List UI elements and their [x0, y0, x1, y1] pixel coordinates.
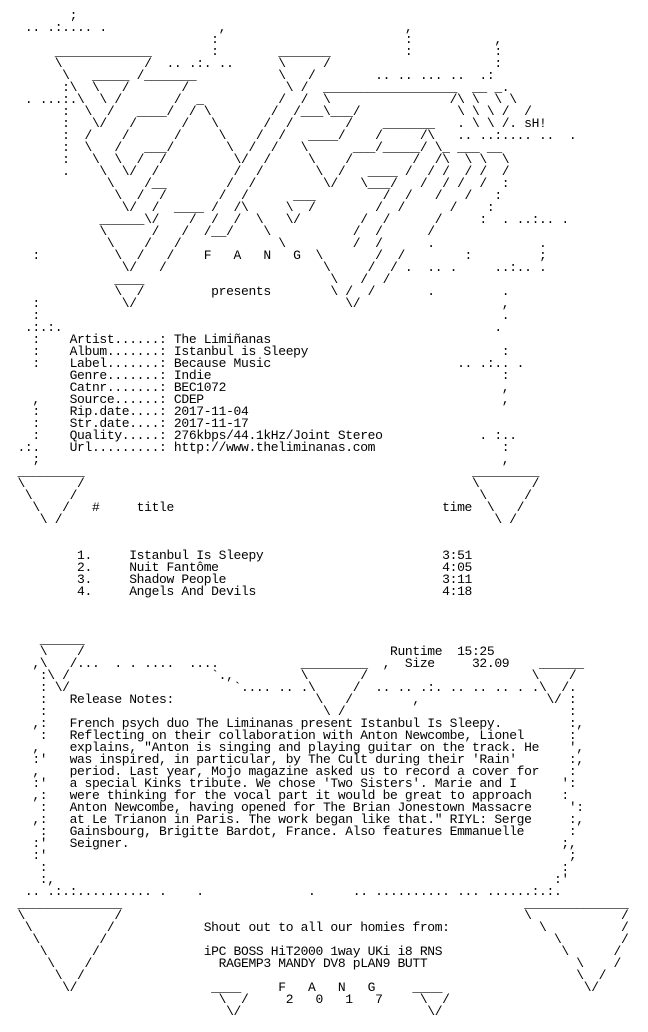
- nfo-line: _____________ : _______ : :: [10, 44, 502, 59]
- nfo-line: : Quality.....: 276kbps/44.1kHz/Joint Stereo . :..: [10, 428, 517, 443]
- nfo-line: \ / \ /: [10, 512, 517, 527]
- nfo-line: :\ / `., \ / \ /: [10, 668, 577, 683]
- nfo-line: : \ \ / / \/ / \ / / /\ \ \ \: [10, 152, 510, 167]
- nfo-line: : Release Notes: \ / , \/ :: [10, 692, 577, 707]
- nfo-line: \ / Shout out to all our homies from: \ /: [10, 920, 629, 935]
- nfo-line: : \/ / / \ / / / _______ . \ \ /. sH!: [10, 116, 547, 131]
- nfo-line: \ / iPC BOSS HiT2000 1way UKi i8 RNS \ /: [10, 944, 622, 959]
- nfo-line: [10, 610, 628, 622]
- nfo-line: \ / .. .:. .. \ / :: [10, 56, 502, 71]
- nfo-line: :' ;: [10, 848, 577, 863]
- nfo-line: ; ,: [10, 452, 510, 467]
- nfo-line: \/ \/: [10, 1004, 443, 1019]
- nfo-line: \ / / \ / / . .: [10, 236, 547, 251]
- nfo-line: 1. Istanbul Is Sleepy 3:51: [10, 548, 472, 563]
- nfo-line: : :: [10, 860, 569, 875]
- nfo-line: Genre.......: Indie :: [10, 368, 510, 383]
- nfo-line: \ / \ /: [10, 908, 629, 923]
- nfo-line: \ / \ /: [10, 968, 607, 983]
- nfo-line: , explains, "Anton is singing and playing guitar on the track. He ',: [10, 740, 584, 755]
- nfo-line: :\ \ / / \ / __________________ __ _.: [10, 80, 510, 95]
- nfo-line: :' Seigner. ;,: [10, 836, 577, 851]
- nfo-line: \/ ____ F A N G ____ \/: [10, 980, 599, 995]
- nfo-line: \ / \ /: [10, 932, 629, 947]
- nfo-line: : Artist......: The Limiñanas: [10, 332, 271, 347]
- nfo-line: : / / / \ / / ____/ / /\ .. ..:.... .. .: [10, 128, 577, 143]
- nfo-line: : Reflecting on their collaboration with Anton Newcombe, Lionel :: [10, 728, 577, 743]
- nfo-line: :' a special Kinks tribute. We chose 'Two Sisters'. Marie and I ':: [10, 776, 577, 791]
- nfo-line: : Album.......: Istanbul is Sleepy :: [10, 344, 510, 359]
- nfo-line: \ / RAGEMP3 MANDY DV8 pLAN9 BUTT \ /: [10, 956, 622, 971]
- nfo-line: . \ \/ / / / \ / ____ / / / / / /: [10, 164, 510, 179]
- nfo-line: \ / / /__/ \ / / /: [10, 224, 435, 239]
- nfo-line: \ /__ / / \/ \___/ / / / / :: [10, 176, 510, 191]
- nfo-line: :, :': [10, 872, 569, 887]
- nfo-line: \ _____ /_______ \ / .. .. ... .. .:: [10, 68, 495, 83]
- nfo-line: 4. Angels And Devils 4:18: [10, 584, 472, 599]
- nfo-line: 2. Nuit Fantôme 4:05: [10, 560, 472, 575]
- nfo-line: 3. Shadow People 3:11: [10, 572, 472, 587]
- nfo-line: .. .:.:.......... . . . .. .......... ... ......:.:.: [10, 884, 562, 899]
- nfo-line: , period. Last year, Mojo magazine asked us to record a cover for :: [10, 764, 577, 779]
- nfo-line: ,\ /... . . .... .... _________ , Size 32.09 ______: [10, 656, 584, 671]
- nfo-line: \ / 2 0 1 7 \ /: [10, 992, 450, 1007]
- nfo-line: ______________ ______________: [10, 896, 629, 911]
- nfo-line: \ / Runtime 15:25: [10, 644, 495, 659]
- nfo-line: \ / / / / ___ / / / / :: [10, 188, 502, 203]
- nfo-line: : \/ \/ ,: [10, 296, 510, 311]
- nfo-line: [10, 526, 628, 538]
- nfo-line: :' was inspired, in particular, by The Cult during their 'Rain' :,: [10, 752, 584, 767]
- nfo-line: _________ _________: [10, 464, 540, 479]
- nfo-line: \ / presents \ / / . .: [10, 284, 510, 299]
- nfo-line: ,: French psych duo The Liminanas present Istanbul Is Sleepy. :,: [10, 716, 584, 731]
- nfo-line: ______\/ / / / \ \/ / / / : . ..:.. .: [10, 212, 569, 227]
- nfo-line: : : ,: [10, 32, 502, 47]
- nfo-line: Catnr.......: BEC1072 ,: [10, 380, 510, 395]
- nfo-line: : Label.......: Because Music .. .:.. .: [10, 356, 525, 371]
- nfo-line: .:. Url.........: http://www.theliminanas.com :: [10, 440, 510, 455]
- nfo-line: .:.:. .: [10, 320, 502, 335]
- nfo-line: [10, 622, 628, 634]
- nfo-line: ______: [10, 632, 85, 647]
- nfo-line: . ...:.\ \ / / _ / / \ /\ \ \ \: [10, 92, 517, 107]
- nfo-line: ;: [10, 8, 78, 23]
- nfo-line: : \ / :: [10, 704, 577, 719]
- nfo-line: : \ / ___/ \ / / \ ___/_____/ \_ ___ __: [10, 140, 502, 155]
- nfo-line: \ / \ /: [10, 476, 540, 491]
- nfo-line: , Source......: CDEP ,: [10, 392, 510, 407]
- nfo-line: ____ \ / /: [10, 272, 391, 287]
- nfo-line: ,: were thinking for the vocal part it would be great to approach :: [10, 788, 569, 803]
- nfo-line: : \ / / F A N G \ / / : ;: [10, 248, 547, 263]
- nfo-line: : .: [10, 308, 510, 323]
- nfo-line: \/ / ____ / /\ \ / / / / :: [10, 200, 495, 215]
- nfo-line: \/ / \ / / . .. . ..:.. .: [10, 260, 547, 275]
- nfo-line: ,: at Le Trianon in Paris. The work began like that." RIYL: Serge :,: [10, 812, 584, 827]
- nfo-line: : Rip.date....: 2017-11-04: [10, 404, 249, 419]
- nfo-line: : \/ `.... .. .\ / .. .. .:. .. .. .. . .\ /.: [10, 680, 577, 695]
- nfo-line: : Gainsbourg, Brigitte Bardot, France. Also features Emmanuelle :: [10, 824, 577, 839]
- nfo-line: : Str.date....: 2017-11-17: [10, 416, 249, 431]
- nfo-line: [10, 598, 628, 610]
- nfo-line: : Anton Newcombe, having opened for The Brian Jonestown Massacre ':: [10, 800, 584, 815]
- nfo-line: \ / # title time \ /: [10, 500, 525, 515]
- nfo-line: \ / \ /: [10, 488, 532, 503]
- nfo-line: : \ / ____/ / \ / /___\___/ \ \ \ / /: [10, 104, 532, 119]
- nfo-line: .. .:.... . , ,: [10, 20, 413, 35]
